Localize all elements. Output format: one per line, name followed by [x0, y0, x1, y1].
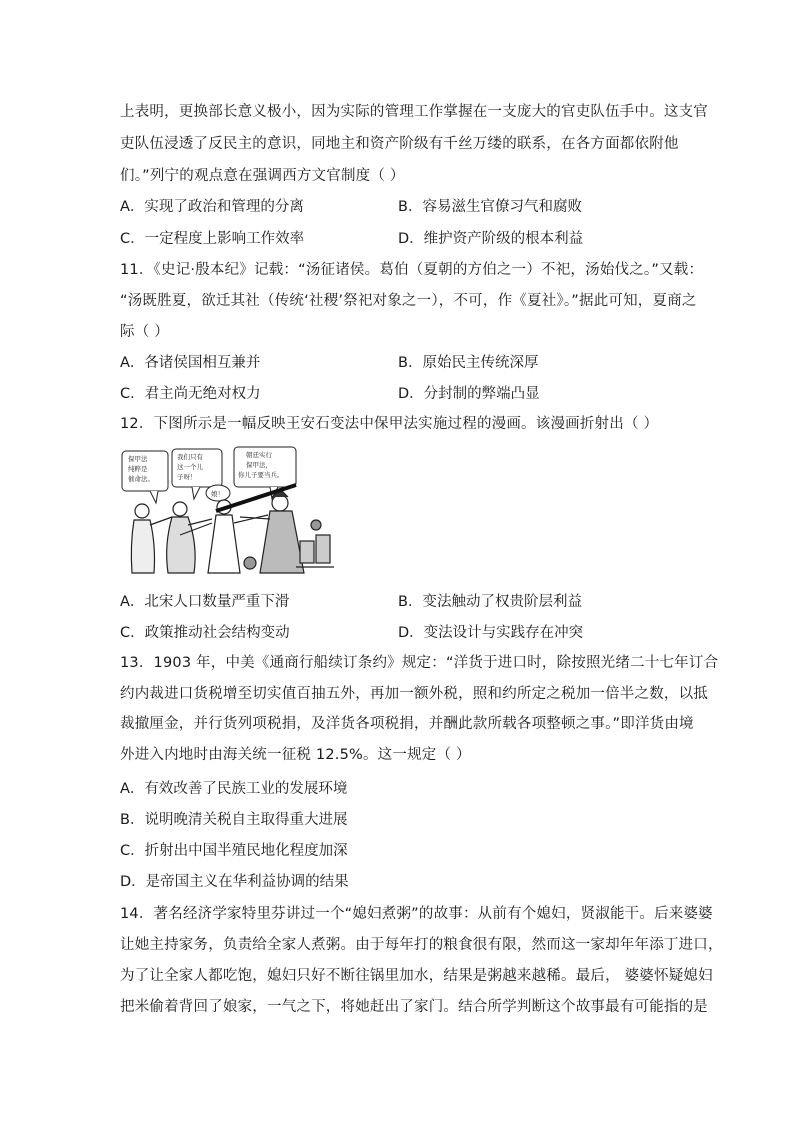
q13-option-d[interactable]: D．是帝国主义在华利益协调的结果	[120, 874, 349, 890]
cartoon-image	[120, 445, 336, 575]
q10-line-2: 吏队伍浸透了反民主的意识，同地主和资产阶级有千丝万缕的联系，在各方面都依附他	[120, 136, 679, 152]
q12-option-a[interactable]: A．北宋人口数量严重下滑	[120, 594, 290, 610]
cartoon-figures	[131, 489, 334, 573]
q10-option-b[interactable]: B．容易滋生官僚习气和腐败	[398, 199, 582, 215]
q12-option-b[interactable]: B．变法触动了权贵阶层利益	[398, 594, 582, 610]
q11-line-1: 11．《史记·殷本纪》记载：“汤征诸侯。葛伯（夏朝的方伯之一）不祀，汤始伐之。”又载：	[120, 262, 704, 278]
q13-line-3: 裁撤厘金，并行货列项税捐，及洋货各项税捐，并酬此款所载各项整顿之事。”即洋货由境	[120, 716, 694, 732]
q12-option-d[interactable]: D．变法设计与实践存在冲突	[398, 625, 584, 641]
q10-line-3: 们。”列宁的观点意在强调西方文官制度（ ）	[120, 168, 405, 184]
cartoon-bubble-1: 保甲法 纯粹是 催命法。	[128, 455, 154, 483]
q13-option-c[interactable]: C．折射出中国半殖民地化程度加深	[120, 843, 348, 859]
q14-line-2: 让她主持家务，负责给全家人煮粥。由于每年打的粮食很有限，然而这一家却年年添丁进口，	[120, 937, 723, 953]
cartoon-bubble-4: 朝廷实行 保甲法， 你儿子要当兵。	[238, 451, 284, 479]
q12-option-c[interactable]: C．政策推动社会结构变动	[120, 625, 290, 641]
q11-option-b[interactable]: B．原始民主传统深厚	[398, 355, 539, 371]
q13-line-4: 外进入内地时由海关统一征税 12.5%。这一规定（ ）	[120, 747, 471, 763]
q11-option-a[interactable]: A．各诸侯国相互兼并	[120, 355, 261, 371]
q13-line-1: 13．1903 年，中美《通商行船续订条约》规定：“洋货于进口时，除按照光绪二十七年订合	[120, 655, 719, 671]
q11-option-d[interactable]: D．分封制的弊端凸显	[398, 386, 540, 402]
q11-line-3: 际（ ）	[120, 324, 169, 340]
cartoon-bubble-3: 娘！	[211, 490, 224, 498]
q13-line-2: 约内裁进口货税增至切实值百抽五外，再加一额外税，照和约所定之税加一倍半之数，以抵	[120, 686, 708, 702]
q11-option-c[interactable]: C．君主尚无绝对权力	[120, 386, 261, 402]
q10-option-a[interactable]: A．实现了政治和管理的分离	[120, 199, 304, 215]
q11-line-2: “汤既胜夏，欲迁其社（传统‘社稷’祭祀对象之一），不可，作《夏社》。”据此可知，夏商之	[120, 293, 697, 309]
cartoon-bubble-2: 我们只有 这一个儿 子呀！	[177, 453, 203, 481]
q14-line-3: 为了让全家人都吃饱，媳妇只好不断往锅里加水，结果是粥越来越稀。最后， 婆婆怀疑媳妇	[120, 968, 713, 984]
q10-option-c[interactable]: C．一定程度上影响工作效率	[120, 231, 305, 247]
q13-option-b[interactable]: B．说明晚清关税自主取得重大进展	[120, 812, 348, 828]
q10-option-d[interactable]: D．维护资产阶级的根本利益	[398, 231, 584, 247]
q14-line-4: 把米偷着背回了娘家，一气之下，将她赶出了家门。结合所学判断这个故事最有可能指的是	[120, 999, 708, 1015]
q12-line-1: 12．下图所示是一幅反映王安石变法中保甲法实施过程的漫画。该漫画折射出（ ）	[120, 416, 659, 432]
q10-line-1: 上表明，更换部长意义极小，因为实际的管理工作掌握在一支庞大的官吏队伍手中。这支官	[120, 104, 708, 120]
q13-option-a[interactable]: A．有效改善了民族工业的发展环境	[120, 781, 348, 797]
q14-line-1: 14．著名经济学家特里芬讲过一个“媳妇煮粥”的故事：从前有个媳妇，贤淑能干。后来婆婆	[120, 906, 713, 922]
